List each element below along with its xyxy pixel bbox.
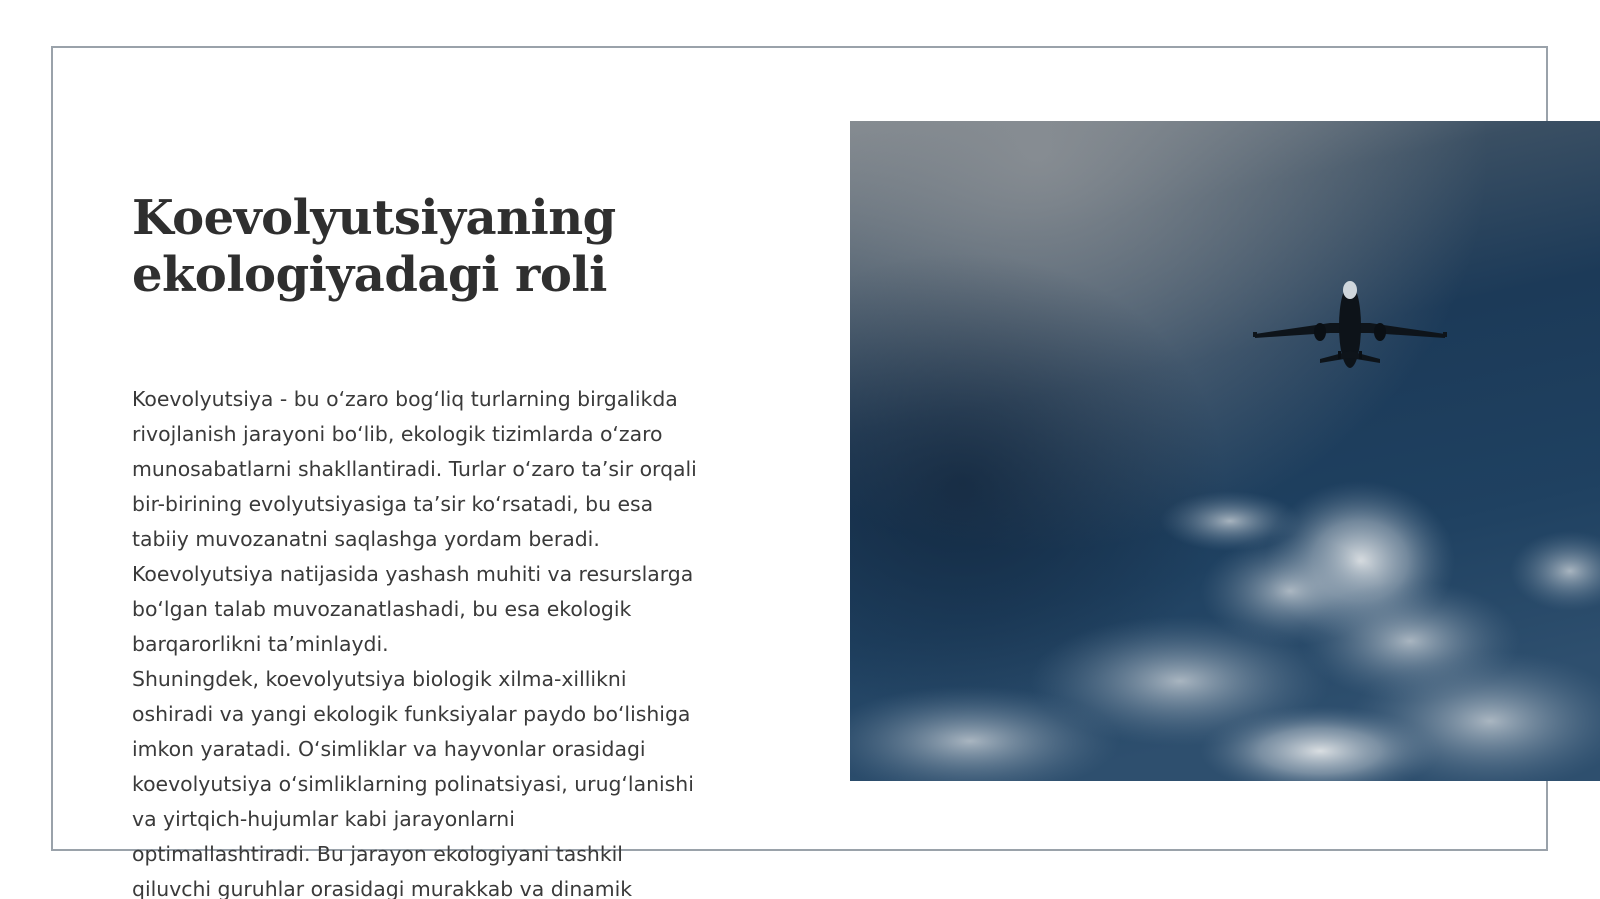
airplane-photo — [850, 121, 1600, 781]
text-line: Koevolyutsiya natijasida yashash muhiti va resurslarga — [132, 562, 694, 586]
text-line: bo‘lgan talab muvozanatlashadi, bu esa ekologik — [132, 597, 632, 621]
slide-title — [132, 190, 772, 304]
text-line: rivojlanish jarayoni bo‘lib, ekologik tizimlarda o‘zaro — [132, 422, 663, 446]
paragraph-2 — [132, 662, 772, 899]
text-line: barqarorlikni ta’minlaydi. — [132, 632, 389, 656]
text-line: qiluvchi guruhlar orasidagi murakkab va dinamik — [132, 877, 633, 899]
text-line: bir-birining evolyutsiyasiga ta’sir ko‘rsatadi, bu esa — [132, 492, 654, 516]
title-line-2: ekologiyadagi roli — [132, 247, 607, 303]
paragraph-1 — [132, 382, 772, 662]
slide-body — [132, 382, 772, 899]
text-line: oshiradi va yangi ekologik funksiyalar paydo bo‘lishiga — [132, 702, 691, 726]
text-line: Shuningdek, koevolyutsiya biologik xilma-xillikni — [132, 667, 627, 691]
text-line: koevolyutsiya o‘simliklarning polinatsiyasi, urug‘lanishi — [132, 772, 694, 796]
title-line-1: Koevolyutsiyaning — [132, 190, 616, 246]
text-line: tabiiy muvozanatni saqlashga yordam beradi. — [132, 527, 600, 551]
text-line: imkon yaratadi. O‘simliklar va hayvonlar orasidagi — [132, 737, 646, 761]
text-line: va yirtqich-hujumlar kabi jarayonlarni — [132, 807, 515, 831]
text-line: optimallashtiradi. Bu jarayon ekologiyani tashkil — [132, 842, 623, 866]
sky-image — [850, 121, 1600, 781]
text-line: munosabatlarni shakllantiradi. Turlar o‘zaro ta’sir orqali — [132, 457, 697, 481]
text-line: Koevolyutsiya - bu o‘zaro bog‘liq turlarning birgalikda — [132, 387, 678, 411]
